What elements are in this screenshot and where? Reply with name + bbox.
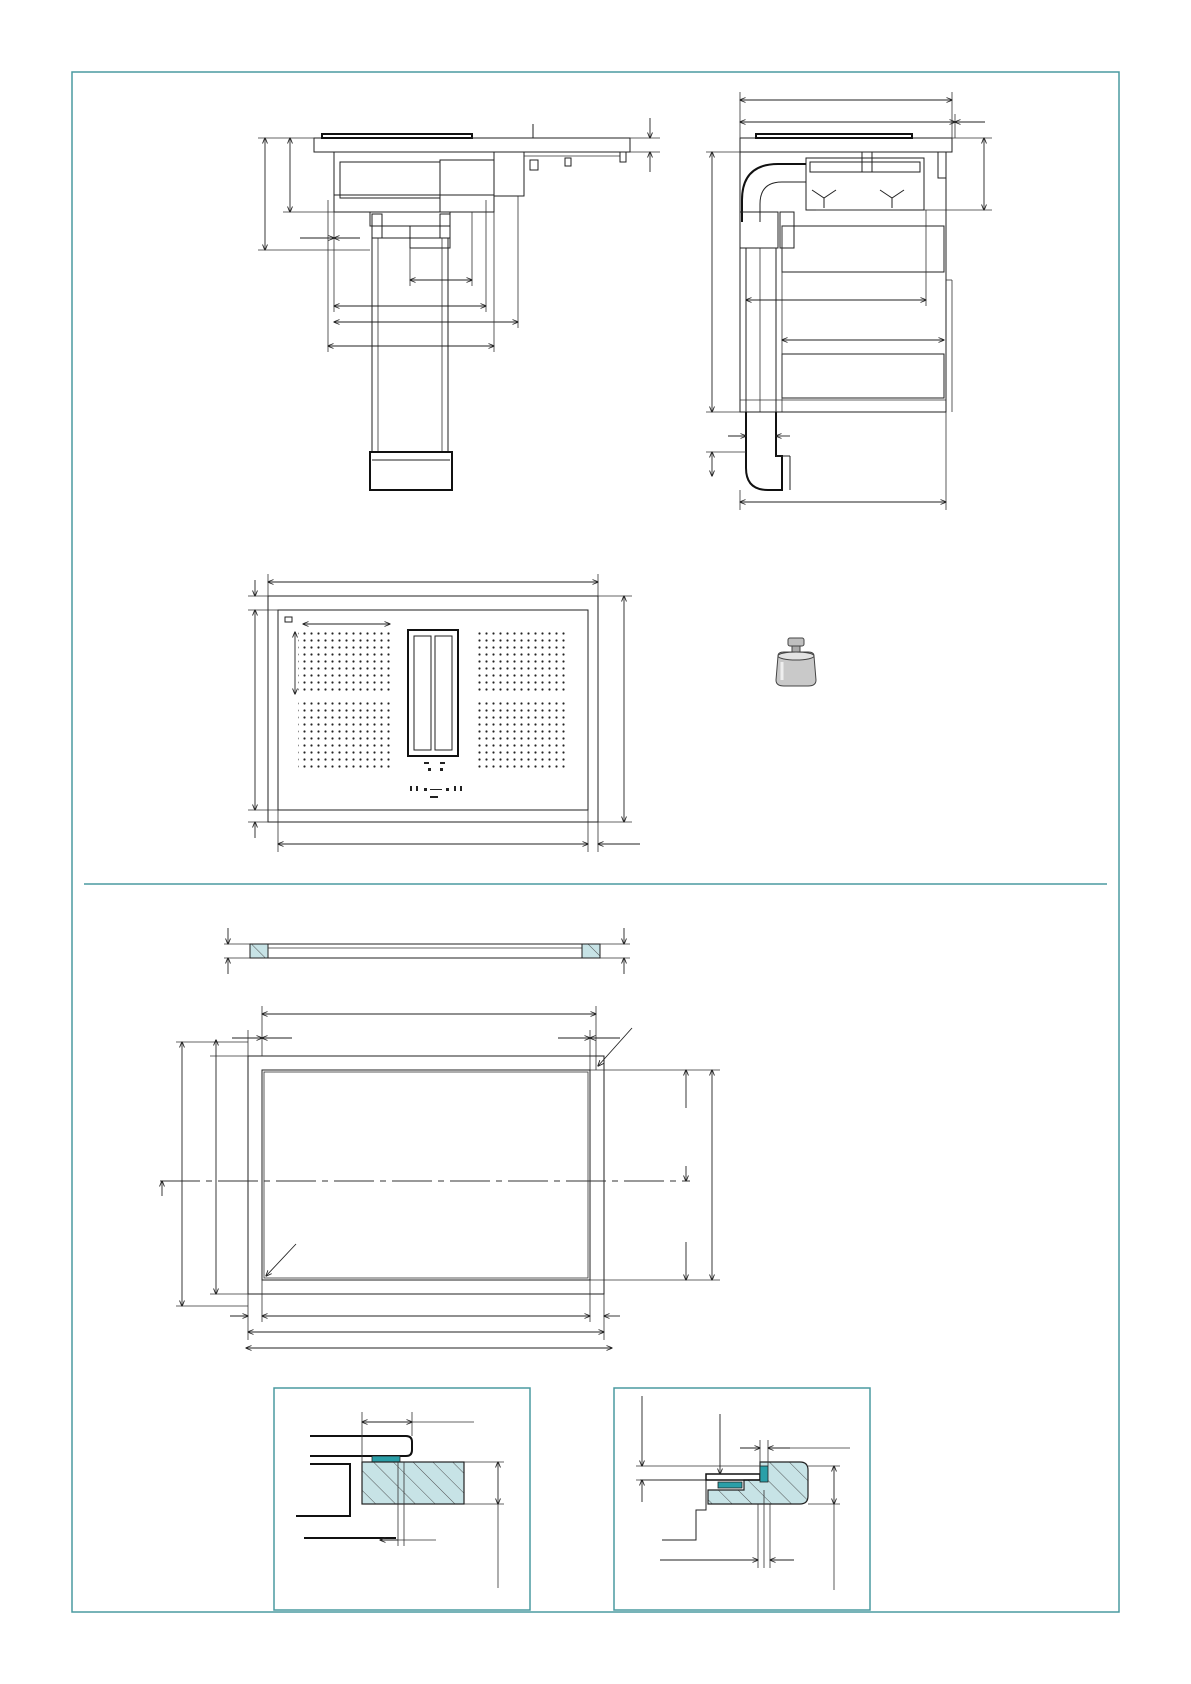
side-view-lateral bbox=[706, 92, 992, 510]
weight-icon bbox=[776, 638, 816, 686]
cooking-zone-right-rear bbox=[476, 628, 568, 692]
detail-surface-mount bbox=[274, 1388, 530, 1610]
side-view-front bbox=[258, 118, 660, 490]
cooking-zone-left-rear bbox=[298, 628, 390, 692]
cooking-zone-left-front bbox=[298, 698, 390, 770]
downdraft-vent bbox=[408, 630, 458, 756]
touch-controls bbox=[410, 762, 462, 798]
top-view bbox=[248, 574, 640, 852]
sheet-frame bbox=[72, 72, 1119, 1612]
worktop-section bbox=[224, 928, 630, 974]
cooking-zone-right-front bbox=[476, 698, 568, 770]
cutout-plan bbox=[160, 1006, 720, 1348]
detail-flush-mount bbox=[614, 1388, 870, 1610]
